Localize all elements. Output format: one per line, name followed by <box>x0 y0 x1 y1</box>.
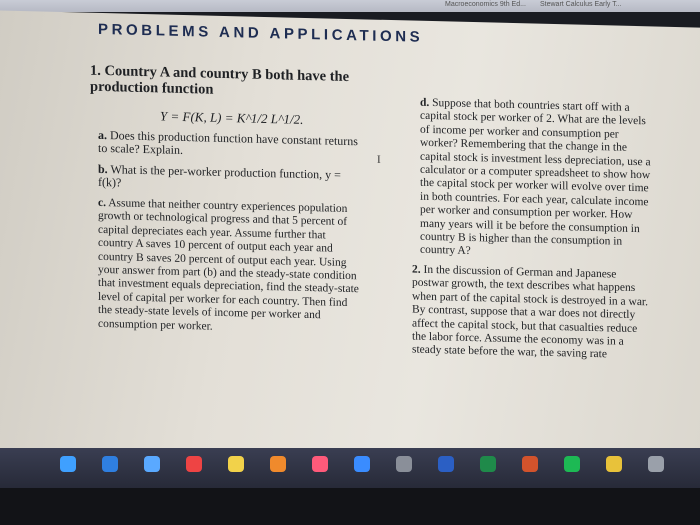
left-column <box>90 63 360 338</box>
photos-icon[interactable] <box>270 456 286 472</box>
calendar-icon[interactable] <box>186 456 202 472</box>
textbook-page <box>0 10 700 467</box>
finder-icon[interactable] <box>60 456 76 472</box>
tab-label: Stewart Calculus Early T... <box>540 1 622 8</box>
part-a: a. Does this production function have constant returns to scale? Explain. <box>98 127 358 157</box>
music-icon[interactable] <box>312 456 328 472</box>
safari-icon[interactable] <box>102 456 118 472</box>
browser-tab-strip <box>0 0 700 12</box>
part-d: d. Suppose that both countries start off with a capital stock per worker of 2. What are the levels of income per worker and consumption per worker? Remembering that the change in the capital stock is investment less depreciation, use a calculator or a computer spreadsheet to show how the capital stock per worker will evolve over time in both countries. For each year, calculate income per worker and consumption per worker. How many years will it be before the consumption in country B is higher than the consumption in country A? <box>420 96 651 258</box>
excel-icon[interactable] <box>480 456 496 472</box>
trash-icon[interactable] <box>648 456 664 472</box>
chrome-icon[interactable] <box>606 456 622 472</box>
right-column <box>412 97 652 364</box>
tab-label: Macroeconomics 9th Ed... <box>445 1 526 8</box>
section-header: PROBLEMS AND APPLICATIONS <box>98 20 424 46</box>
word-icon[interactable] <box>438 456 454 472</box>
problem-2: 2. In the discussion of German and Japanese postwar growth, the text describes what happens when part of the capital stock is destroyed in a war. By contrast, suppose that a war does not directly affect the capital stock, but that casualties reduce the labor force. Assume the economy was in a steady state before the war, the saving rate <box>412 263 648 361</box>
appstore-icon[interactable] <box>354 456 370 472</box>
laptop-bezel <box>0 488 700 525</box>
part-c: c. Assume that neither country experiences population growth or technological progress and that 5 percent of capital depreciates each year. Assume further that country A saves 10 percent of output each year and country B saves 20 percent of output each year. Using your answer from part (b) and the steady-state condition that investment equals depreciation, find the steady-state level of capital per worker for each country. Then find the steady-state levels of income per worker and consumption per worker. <box>98 196 359 333</box>
problem-1-intro: 1. Country A and country B both have the production function <box>90 62 350 98</box>
notes-icon[interactable] <box>228 456 244 472</box>
settings-icon[interactable] <box>396 456 412 472</box>
mail-icon[interactable] <box>144 456 160 472</box>
part-b: b. What is the per-worker production function, y = f(k)? <box>98 161 341 190</box>
spotify-icon[interactable] <box>564 456 580 472</box>
production-function: Y = F(K, L) = K^1/2 L^1/2. <box>160 108 304 127</box>
powerpoint-icon[interactable] <box>522 456 538 472</box>
text-cursor-icon: I <box>377 153 381 166</box>
